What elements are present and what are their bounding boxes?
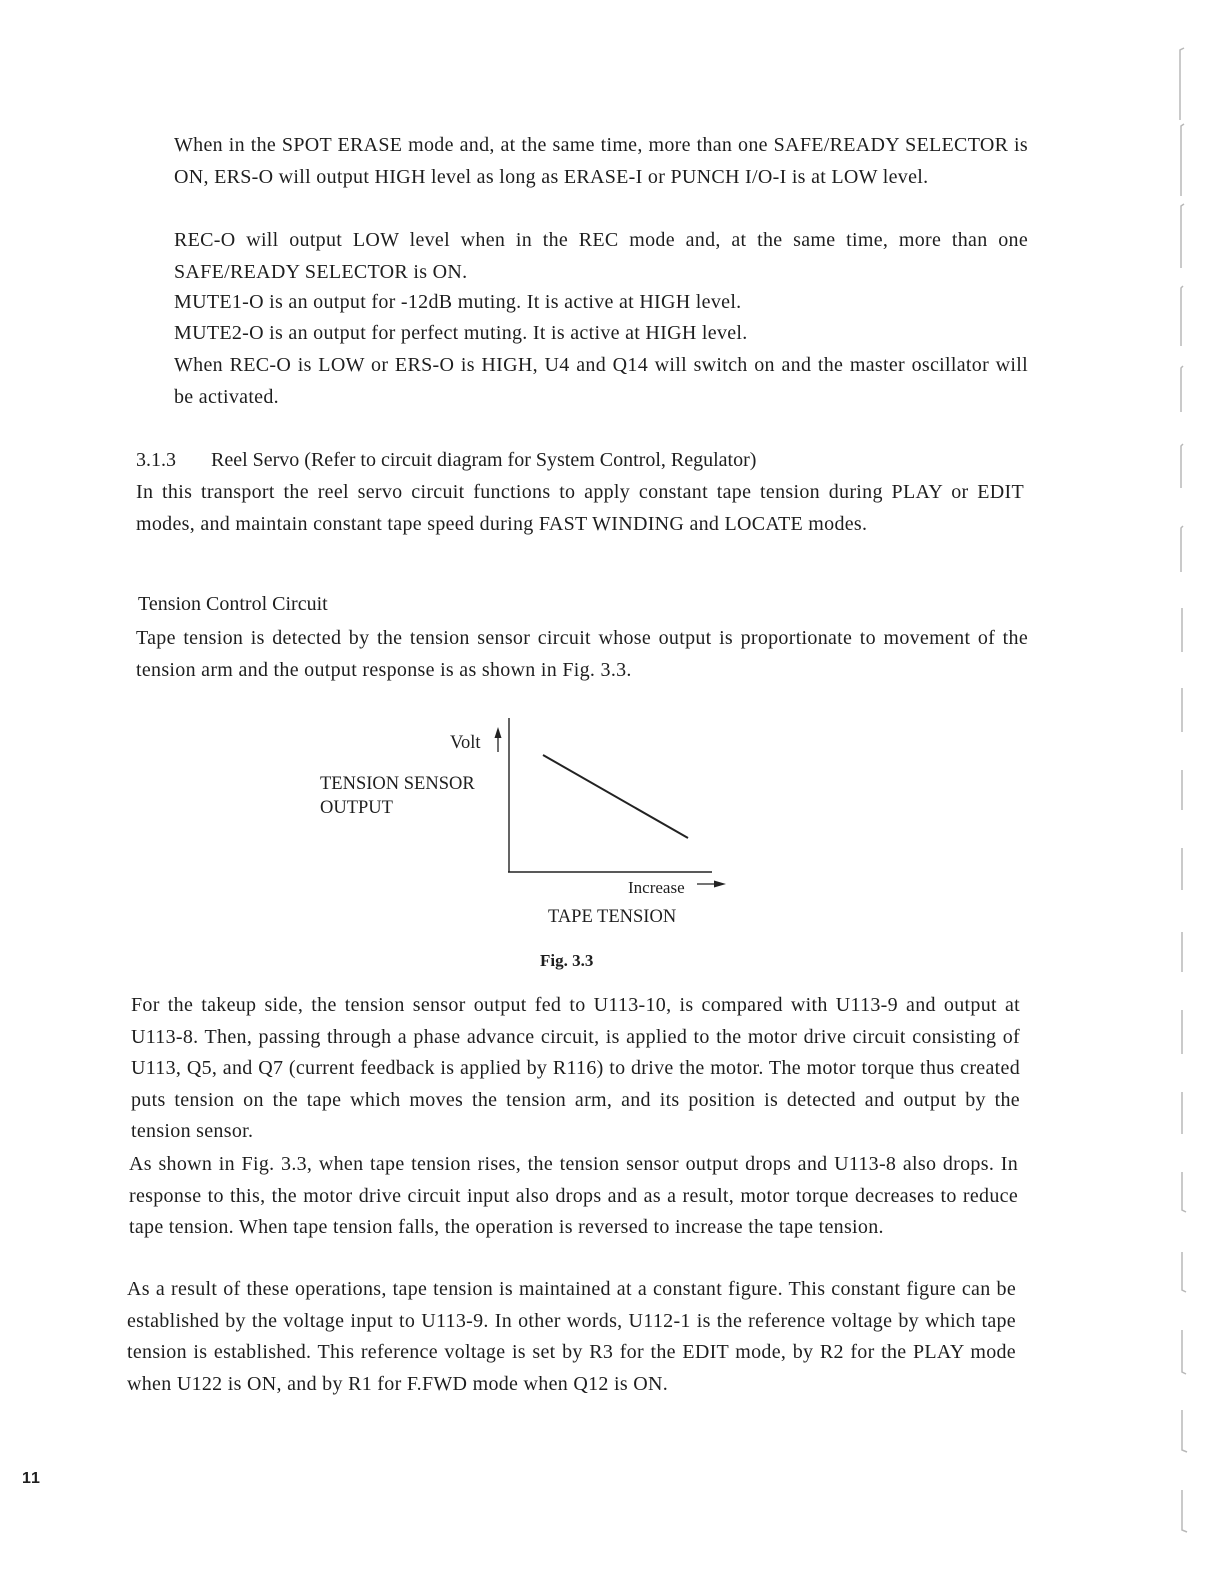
intro-paragraph-erase: When in the SPOT ERASE mode and, at the same time, more than one SAFE/READY SELECTOR is ON, ERS-O will output HIGH level as long as ERASE-I or PUNCH I/O-I is at LOW level. xyxy=(174,134,1028,188)
section-intro: In this transport the reel servo circuit functions to apply constant tape tension during PLAY or EDIT modes, and maintain constant tape speed during FAST WINDING and LOCATE modes. xyxy=(136,481,1024,535)
intro-paragraph-oscillator: When REC-O is LOW or ERS-O is HIGH, U4 and Q14 will switch on and the master oscillator will be activated. xyxy=(174,354,1028,408)
subsection-title: Tension Control Circuit xyxy=(138,593,328,615)
intro-paragraph-mute1: MUTE1-O is an output for -12dB muting. It is active at HIGH level. xyxy=(174,291,742,313)
y-unit-arrow-head xyxy=(495,727,502,738)
x-unit-arrow-head xyxy=(714,881,726,888)
y-axis-unit: Volt xyxy=(450,733,481,753)
section-title: Reel Servo (Refer to circuit diagram for System Control, Regulator) xyxy=(211,449,757,471)
section-number: 3.1.3 xyxy=(136,449,176,471)
x-axis-label: TAPE TENSION xyxy=(548,907,677,927)
figure-caption: Fig. 3.3 xyxy=(540,951,594,970)
body-paragraph-constant: As a result of these operations, tape tension is maintained at a constant figure. This constant figure can be established by the voltage input to U113-9. In other words, U112-1 is the reference voltage by which tape tension is established. This reference voltage is set by R3 for the EDIT mode, by R2 for the PLAY mode when U122 is ON, and by R1 for F.FWD mode when Q12 is ON. xyxy=(127,1278,1016,1395)
y-axis-label-line1: TENSION SENSOR xyxy=(320,774,475,794)
body-paragraph-takeup: For the takeup side, the tension sensor output fed to U113-10, is compared with U113-9 and output at U113-8. Then, passing through a phase advance circuit, is applied to the motor drive circuit consisting of U113, Q5, and Q7 (current feedback is applied by R116) to drive the motor. The motor torque thus created puts tension on the tape which moves the tension arm, and its position is detected and output by the tension sensor. xyxy=(131,994,1020,1142)
tension-response-graph xyxy=(300,700,760,900)
page-number: 11 xyxy=(22,1470,41,1487)
body-paragraph-response: As shown in Fig. 3.3, when tape tension rises, the tension sensor output drops and U113-8 also drops. In response to this, the motor drive circuit input also drops and as a result, motor torque decreases to reduce tape tension. When tape tension falls, the operation is reversed to increase the tape tension. xyxy=(129,1153,1018,1238)
x-axis-unit: Increase xyxy=(628,878,685,897)
subsection-text: Tape tension is detected by the tension sensor circuit whose output is proportionate to movement of the tension arm and the output response is as shown in Fig. 3.3. xyxy=(136,627,1028,681)
intro-paragraph-rec: REC-O will output LOW level when in the REC mode and, at the same time, more than one SAFE/READY SELECTOR is ON. xyxy=(174,229,1028,283)
response-line xyxy=(543,755,688,838)
binding-edge-marks xyxy=(1160,0,1220,1584)
intro-paragraph-mute2: MUTE2-O is an output for perfect muting. It is active at HIGH level. xyxy=(174,322,748,344)
section-heading xyxy=(136,445,1036,475)
figure-3-3 xyxy=(300,700,760,990)
y-axis-label-line2: OUTPUT xyxy=(320,798,393,818)
